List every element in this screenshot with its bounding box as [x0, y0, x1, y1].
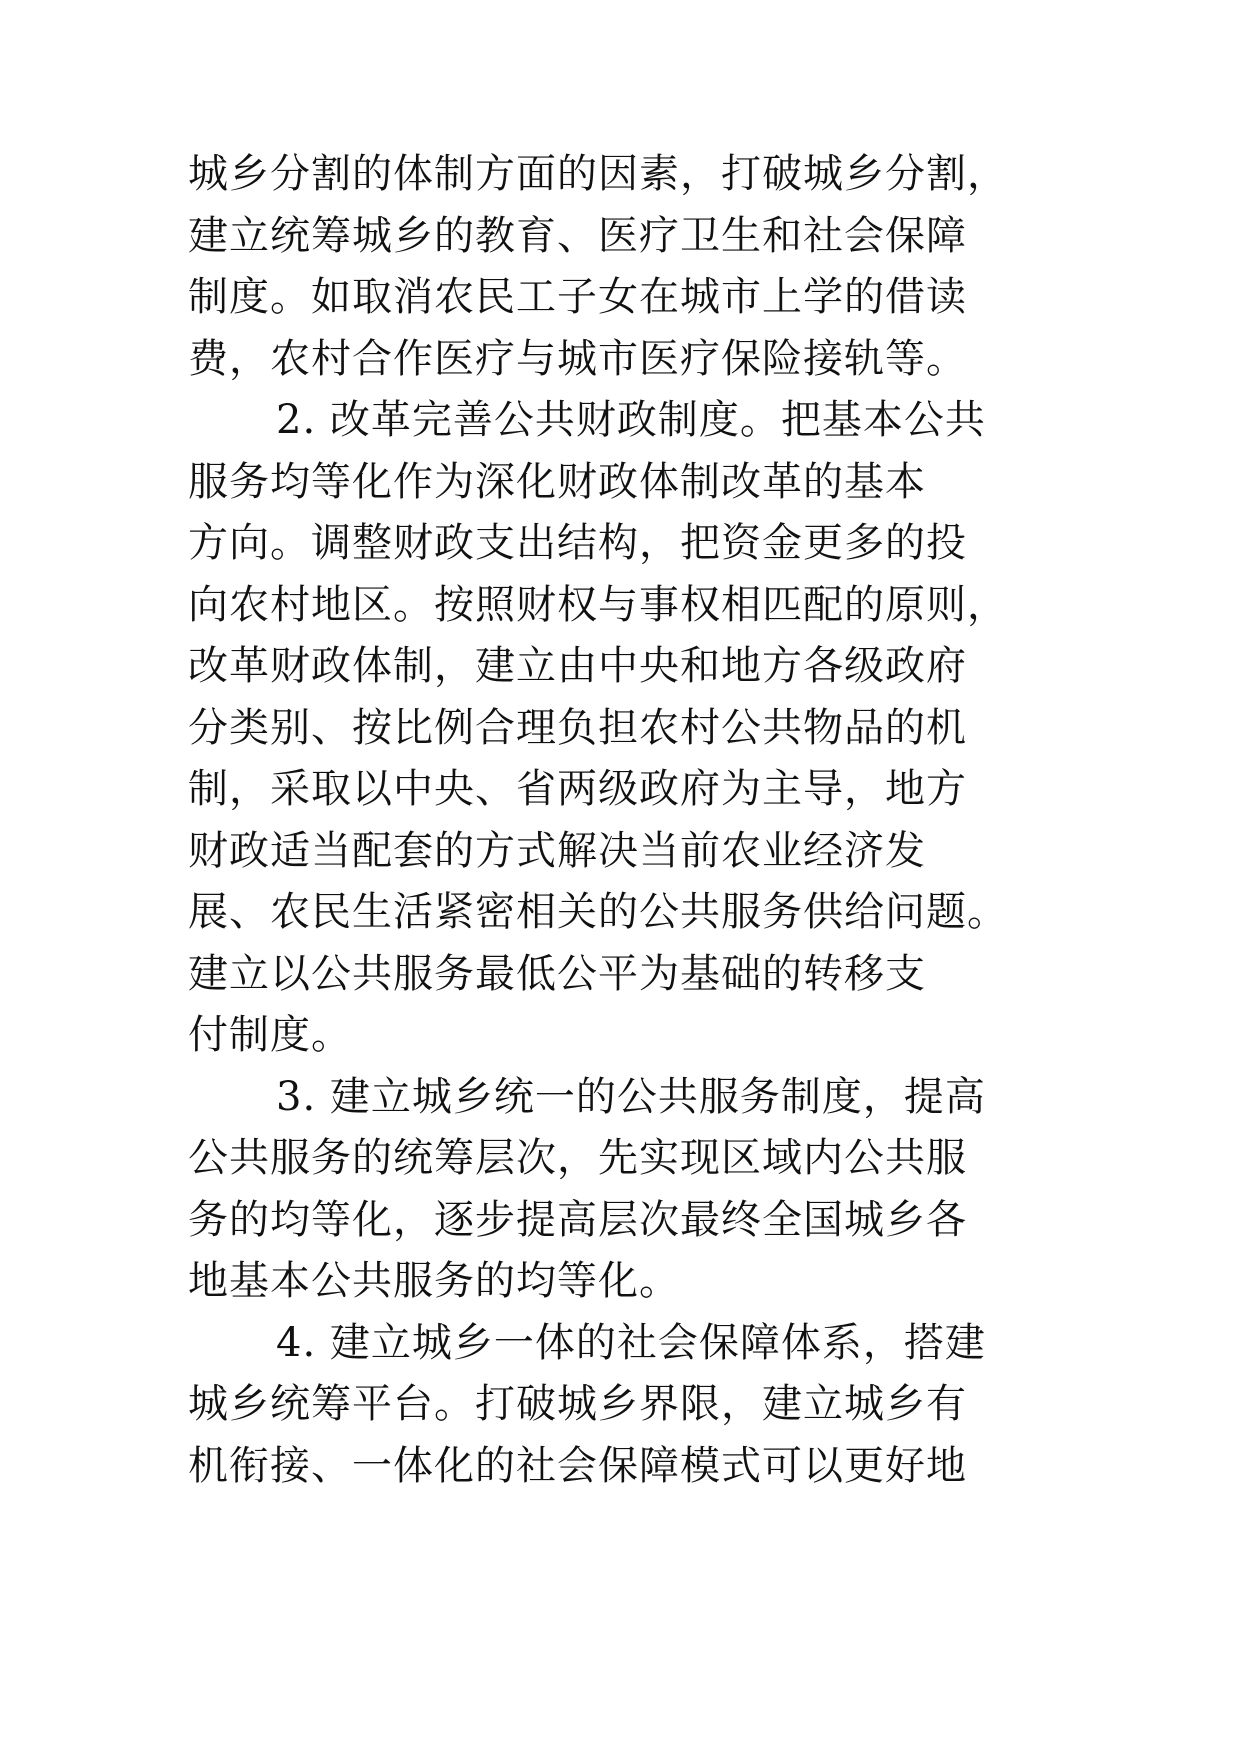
text-line: 制，采取以中央、省两级政府为主导，地方 — [188, 766, 967, 812]
paragraph-start-line: 4. 建立城乡一体的社会保障体系，搭建 — [276, 1319, 986, 1366]
text-line: 建立以公共服务最低公平为基础的转移支 — [188, 950, 926, 997]
text-line: 展、农民生活紧密相关的公共服务供给问题。 — [188, 889, 1008, 935]
text-line: 付制度。 — [188, 1012, 352, 1058]
text-line: 地基本公共服务的均等化。 — [188, 1258, 680, 1304]
paragraph-start-line: 3. 建立城乡统一的公共服务制度，提高 — [276, 1073, 986, 1120]
body-text — [188, 144, 1108, 1497]
text-line: 服务均等化作为深化财政体制改革的基本 — [188, 458, 926, 505]
text-line: 向农村地区。按照财权与事权相匹配的原则， — [188, 581, 1008, 628]
text-line: 分类别、按比例合理负担农村公共物品的机 — [188, 704, 967, 751]
text-line: 方向。调整财政支出结构，把资金更多的投 — [188, 520, 967, 566]
paragraph-start-line: 2. 改革完善公共财政制度。把基本公共 — [276, 397, 986, 443]
text-line: 改革财政体制，建立由中央和地方各级政府 — [188, 643, 967, 689]
text-line: 制度。如取消农民工子女在城市上学的借读 — [188, 274, 967, 320]
text-line: 城乡统筹平台。打破城乡界限，建立城乡有 — [188, 1381, 967, 1427]
text-line: 建立统筹城乡的教育、医疗卫生和社会保障 — [188, 212, 967, 259]
text-line: 机衔接、一体化的社会保障模式可以更好地 — [188, 1442, 967, 1489]
text-line: 公共服务的统筹层次，先实现区域内公共服 — [188, 1135, 967, 1181]
text-line: 财政适当配套的方式解决当前农业经济发 — [188, 827, 926, 874]
text-line: 城乡分割的体制方面的因素，打破城乡分割， — [188, 151, 1008, 197]
text-line: 务的均等化，逐步提高层次最终全国城乡各 — [188, 1196, 967, 1243]
text-line: 费，农村合作医疗与城市医疗保险接轨等。 — [188, 335, 967, 382]
